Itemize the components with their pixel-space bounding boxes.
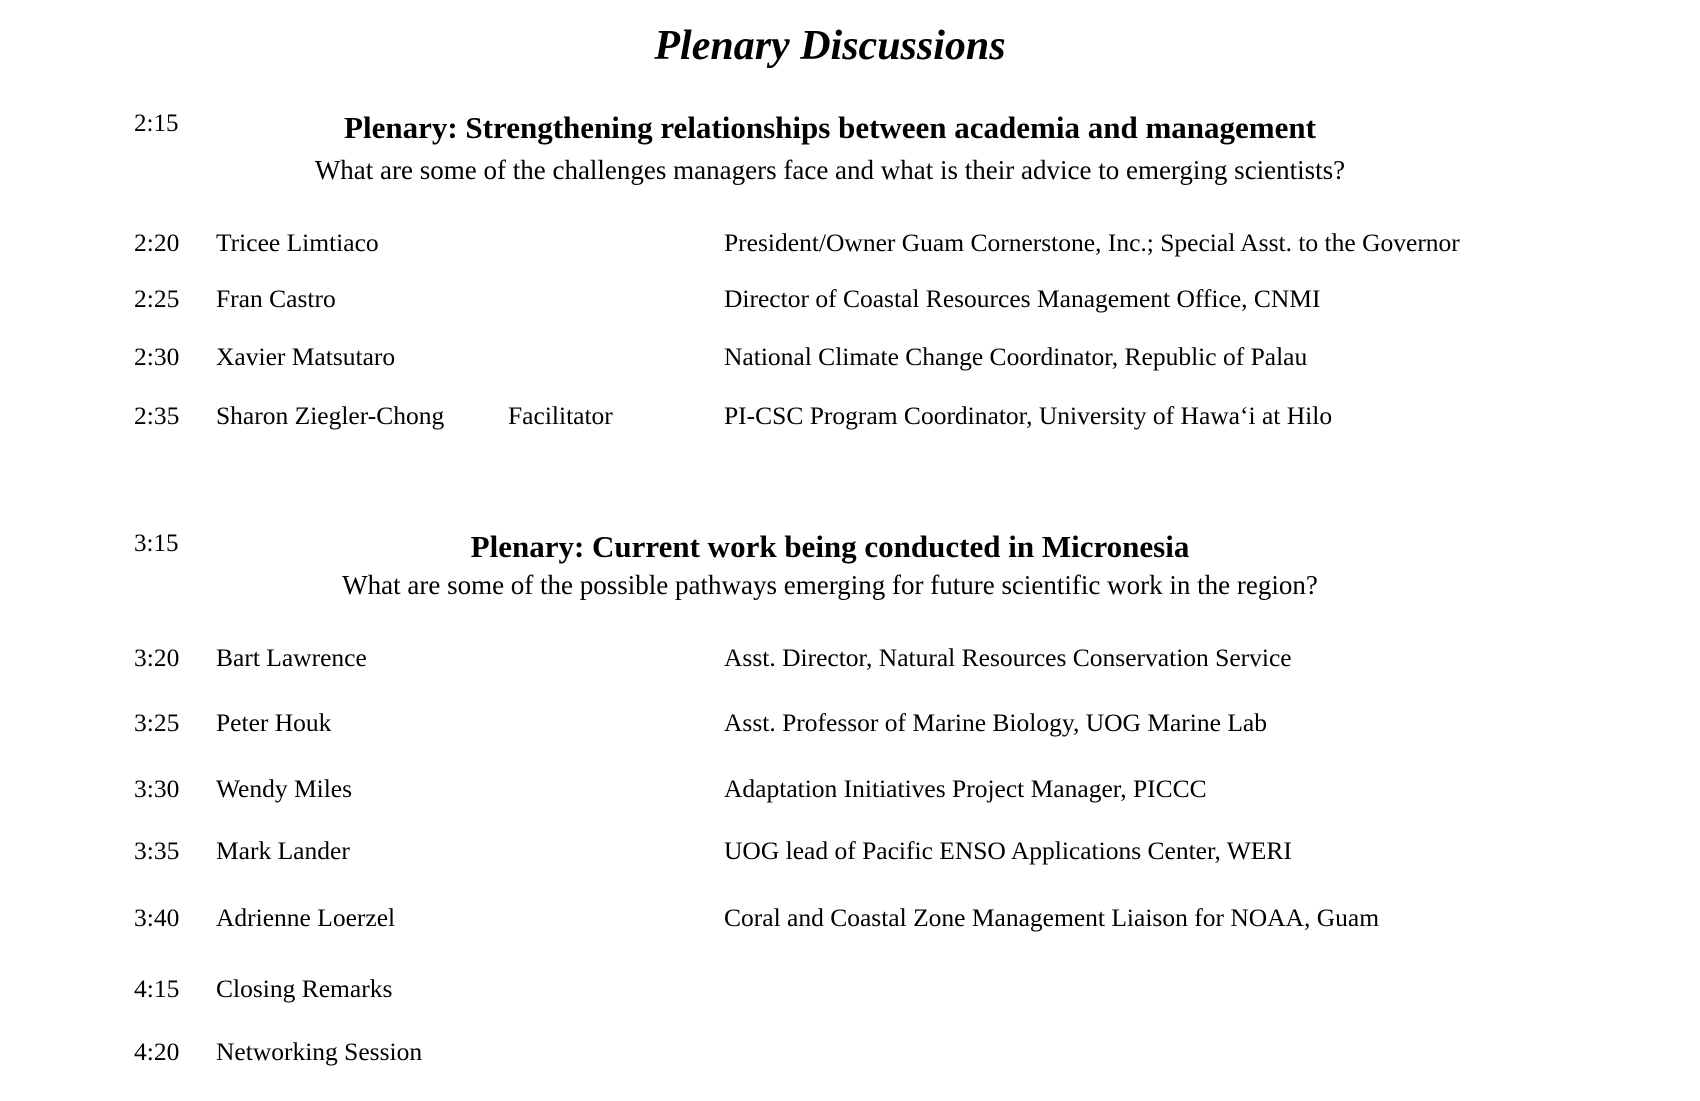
agenda-row	[0, 228, 1700, 262]
speaker-affiliation: Asst. Director, Natural Resources Conservation Service	[724, 643, 1292, 672]
agenda-row	[0, 1037, 1700, 1071]
speaker-time: 2:35	[134, 401, 180, 430]
speaker-time: 2:30	[134, 342, 180, 371]
speaker-affiliation: Director of Coastal Resources Management Office, CNMI	[724, 284, 1321, 313]
session-title: Plenary: Strengthening relationships between academia and management	[344, 110, 1316, 145]
speaker-time: 3:20	[134, 643, 180, 672]
closing-label: Closing Remarks	[216, 974, 393, 1003]
agenda-row	[0, 284, 1700, 318]
session-title: Plenary: Current work being conducted in Micronesia	[470, 529, 1190, 564]
speaker-affiliation: PI-CSC Program Coordinator, University of Hawaʻi at Hilo	[724, 401, 1333, 430]
agenda-row	[0, 643, 1700, 677]
speaker-name: Peter Houk	[216, 708, 332, 737]
speaker-time: 3:40	[134, 903, 180, 932]
speaker-affiliation: Asst. Professor of Marine Biology, UOG Marine Lab	[724, 708, 1267, 737]
agenda-row	[0, 342, 1700, 376]
speaker-time: 3:30	[134, 774, 180, 803]
closing-time: 4:20	[134, 1037, 180, 1066]
speaker-name: Mark Lander	[216, 836, 350, 865]
speaker-name: Xavier Matsutaro	[216, 342, 396, 371]
speaker-name: Wendy Miles	[216, 774, 353, 803]
speaker-affiliation: Adaptation Initiatives Project Manager, PICCC	[724, 774, 1207, 803]
speaker-role: Facilitator	[508, 401, 613, 430]
speaker-time: 3:35	[134, 836, 180, 865]
session-time: 2:15	[134, 110, 179, 137]
speaker-name: Sharon Ziegler-Chong	[216, 401, 445, 430]
agenda-row	[0, 974, 1700, 1008]
agenda-row	[0, 708, 1700, 742]
closing-label: Networking Session	[216, 1037, 423, 1066]
speaker-name: Fran Castro	[216, 284, 336, 313]
closing-time: 4:15	[134, 974, 180, 1003]
session-subtitle: What are some of the possible pathways emerging for future scientific work in the region?	[342, 570, 1318, 600]
speaker-time: 3:25	[134, 708, 180, 737]
session-time: 3:15	[134, 530, 179, 557]
agenda-row	[0, 401, 1700, 435]
speaker-time: 2:20	[134, 228, 180, 257]
page-title: Plenary Discussions	[654, 23, 1006, 69]
speaker-affiliation: UOG lead of Pacific ENSO Applications Center, WERI	[724, 836, 1292, 865]
speaker-time: 2:25	[134, 284, 180, 313]
agenda-row	[0, 774, 1700, 808]
speaker-affiliation: Coral and Coastal Zone Management Liaison for NOAA, Guam	[724, 903, 1380, 932]
speaker-name: Adrienne Loerzel	[216, 903, 396, 932]
agenda-row	[0, 903, 1700, 937]
speaker-affiliation: President/Owner Guam Cornerstone, Inc.; Special Asst. to the Governor	[724, 228, 1460, 257]
speaker-affiliation: National Climate Change Coordinator, Republic of Palau	[724, 342, 1308, 371]
speaker-name: Tricee Limtiaco	[216, 228, 379, 257]
agenda-row	[0, 836, 1700, 870]
session-subtitle: What are some of the challenges managers face and what is their advice to emerging scientists?	[314, 155, 1346, 185]
speaker-name: Bart Lawrence	[216, 643, 367, 672]
